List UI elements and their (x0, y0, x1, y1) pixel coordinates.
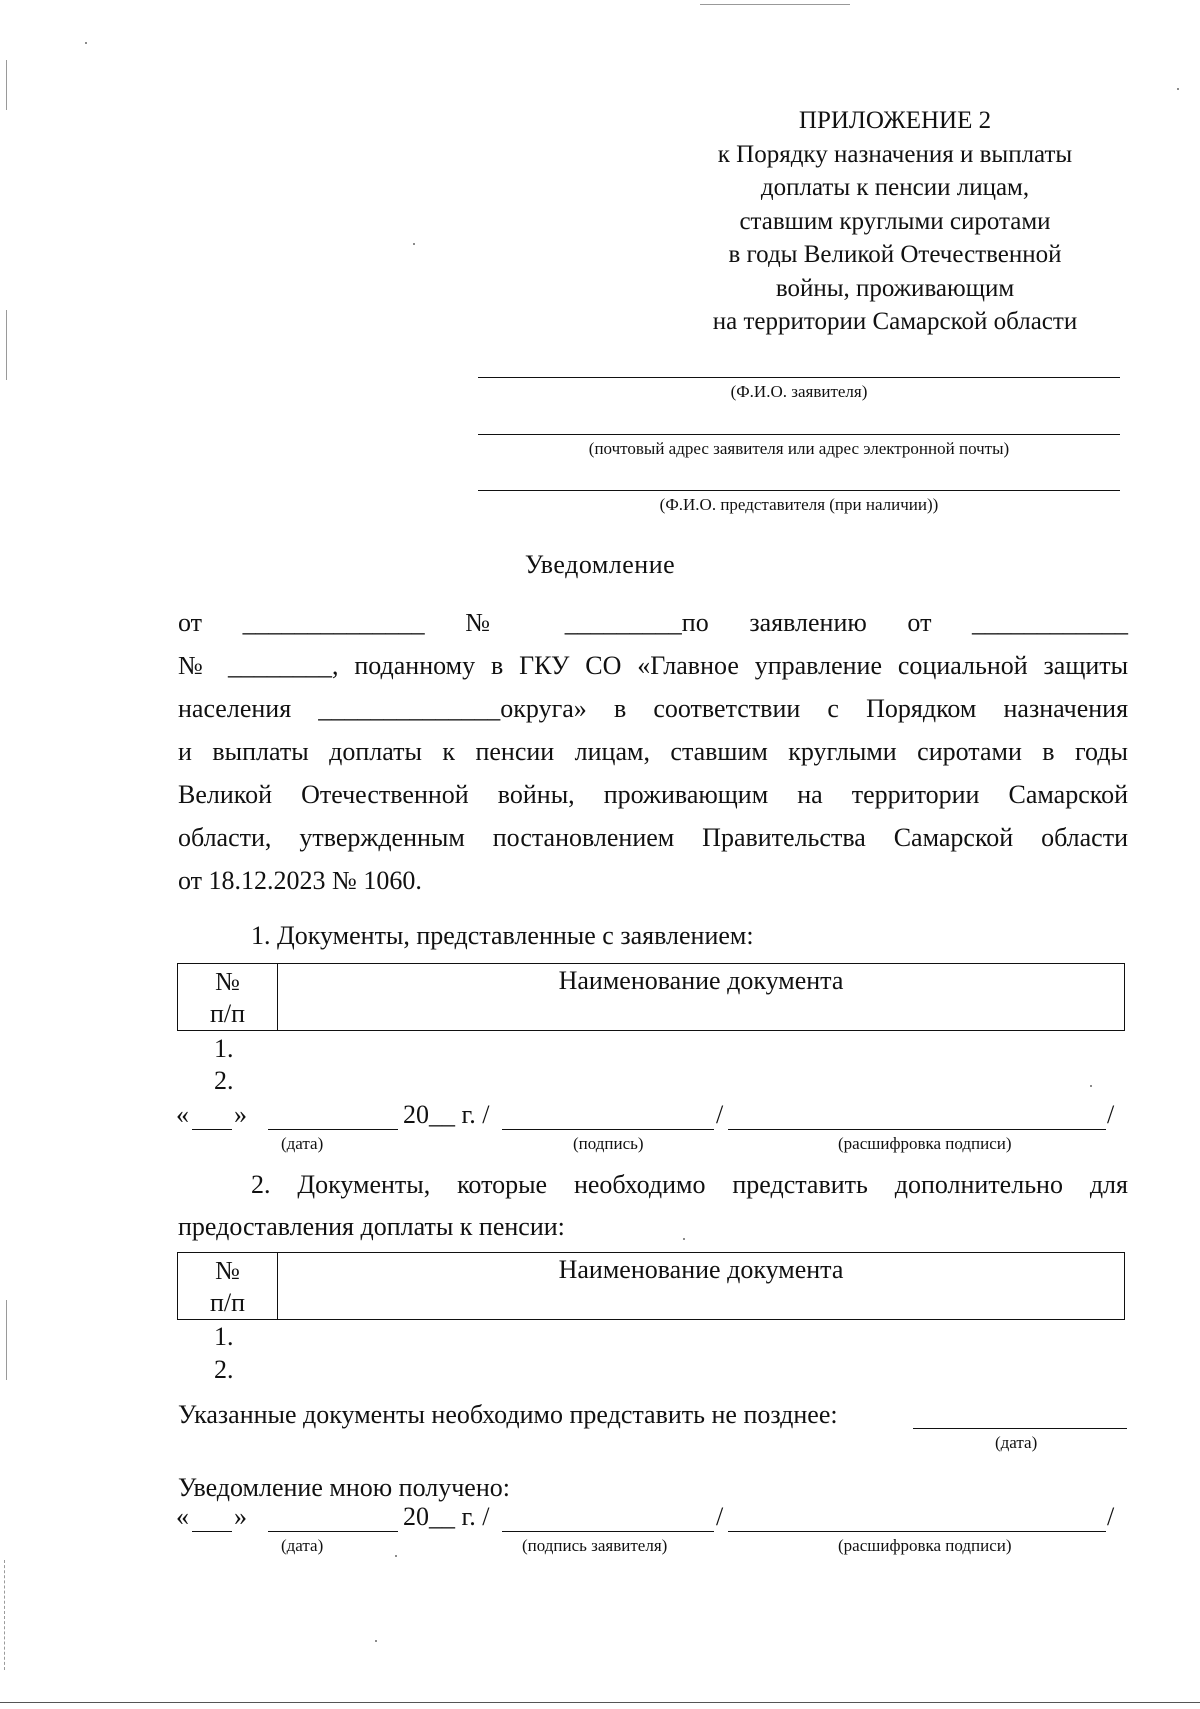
table-document-name-column: Наименование документа (558, 1255, 844, 1284)
section1-row-1: 1. (214, 1034, 234, 1063)
section2-row-2: 2. (214, 1355, 234, 1384)
section2-row-1: 1. (214, 1322, 234, 1351)
applicant-address-caption: (почтовый адрес заявителя или адрес электронной почты) (588, 439, 1010, 458)
intro-line-6: области, утвержденным постановлением Правительства Самарской области (178, 823, 1128, 852)
applicant-name-caption: (Ф.И.О. заявителя) (730, 382, 868, 401)
deadline-text: Указанные документы необходимо представить не позднее: (178, 1400, 838, 1429)
signature-row-1: « » 20__ г. / / / (дата) (подпись) (расшифровка подписи) (176, 1100, 1115, 1153)
deadline-date-caption: (дата) (995, 1433, 1038, 1452)
scan-edge-mark (4, 1560, 5, 1670)
date-caption: (дата) (281, 1134, 324, 1153)
applicant-name-line[interactable] (478, 377, 1120, 378)
day-field[interactable] (192, 1129, 232, 1130)
appendix-header (665, 104, 1125, 339)
scan-speck (375, 1640, 377, 1642)
scan-edge-mark (6, 310, 7, 380)
document-title: Уведомление (524, 550, 676, 579)
table-number-column: № п/п (178, 964, 278, 1030)
section2-table-header (177, 1252, 1125, 1320)
scan-speck (1090, 1085, 1092, 1087)
decode-caption: (расшифровка подписи) (838, 1134, 1012, 1153)
intro-line-5: Великой Отечественной войны, проживающим на территории Самарской (178, 780, 1128, 809)
signature-caption: (подпись заявителя) (522, 1536, 668, 1555)
scan-speck (85, 42, 87, 44)
day-field[interactable] (192, 1531, 232, 1532)
scan-speck (683, 1238, 685, 1240)
appendix-line: в годы Великой Отечественной (728, 241, 1062, 268)
scan-speck (1177, 88, 1179, 90)
signature-field[interactable] (502, 1531, 714, 1532)
representative-name-line[interactable] (478, 490, 1120, 491)
section2-heading-line-2: предоставления доплаты к пенсии: (178, 1212, 565, 1241)
scan-edge-mark (6, 60, 7, 110)
intro-line-2: № ________, поданному в ГКУ СО «Главное управление социальной защиты (178, 651, 1129, 680)
table-number-column: № п/п (178, 1253, 278, 1319)
section2-heading-line-1: 2. Документы, которые необходимо представить дополнительно для (251, 1170, 1128, 1199)
appendix-line: ставшим круглыми сиротами (739, 207, 1051, 235)
scan-speck (413, 243, 415, 245)
scan-bottom-edge (0, 1702, 1200, 1703)
intro-line-7: от 18.12.2023 № 1060. (178, 866, 422, 895)
appendix-line: войны, проживающим (775, 274, 1015, 302)
intro-line-3: населения ______________округа» в соответствии с Порядком назначения (178, 694, 1129, 723)
date-field[interactable] (268, 1531, 398, 1532)
signature-row-2: « » 20__ г. / / / (дата) (подпись заявителя) (расшифровка подписи) (176, 1502, 1115, 1555)
scan-top-edge (700, 4, 850, 5)
representative-name-caption: (Ф.И.О. представителя (при наличии)) (659, 495, 939, 514)
appendix-line: к Порядку назначения и выплаты (717, 140, 1073, 168)
signature-decode-field[interactable] (728, 1129, 1106, 1130)
signature-decode-field[interactable] (728, 1531, 1106, 1532)
section1-row-2: 2. (214, 1066, 234, 1095)
intro-line-4: и выплаты доплаты к пенсии лицам, ставшим круглыми сиротами в годы (178, 737, 1128, 766)
table-document-name-column: Наименование документа (558, 966, 844, 995)
date-caption: (дата) (281, 1536, 324, 1555)
received-text: Уведомление мною получено: (178, 1473, 510, 1502)
decode-caption: (расшифровка подписи) (838, 1536, 1012, 1555)
scan-edge-mark (6, 1300, 7, 1380)
section1-table-header (177, 963, 1125, 1031)
date-field[interactable] (268, 1129, 398, 1130)
appendix-line: доплаты к пенсии лицам, (760, 174, 1030, 201)
deadline-date-field[interactable] (913, 1428, 1127, 1429)
section1-heading: 1. Документы, представленные с заявлением: (251, 921, 754, 950)
appendix-title: ПРИЛОЖЕНИЕ 2 (798, 107, 992, 134)
applicant-address-line[interactable] (478, 434, 1120, 435)
signature-field[interactable] (502, 1129, 714, 1130)
appendix-line: на территории Самарской области (712, 308, 1078, 335)
intro-line-1: от ______________ № _________по заявлению от ____________ (178, 608, 1129, 637)
signature-caption: (подпись) (573, 1134, 644, 1153)
